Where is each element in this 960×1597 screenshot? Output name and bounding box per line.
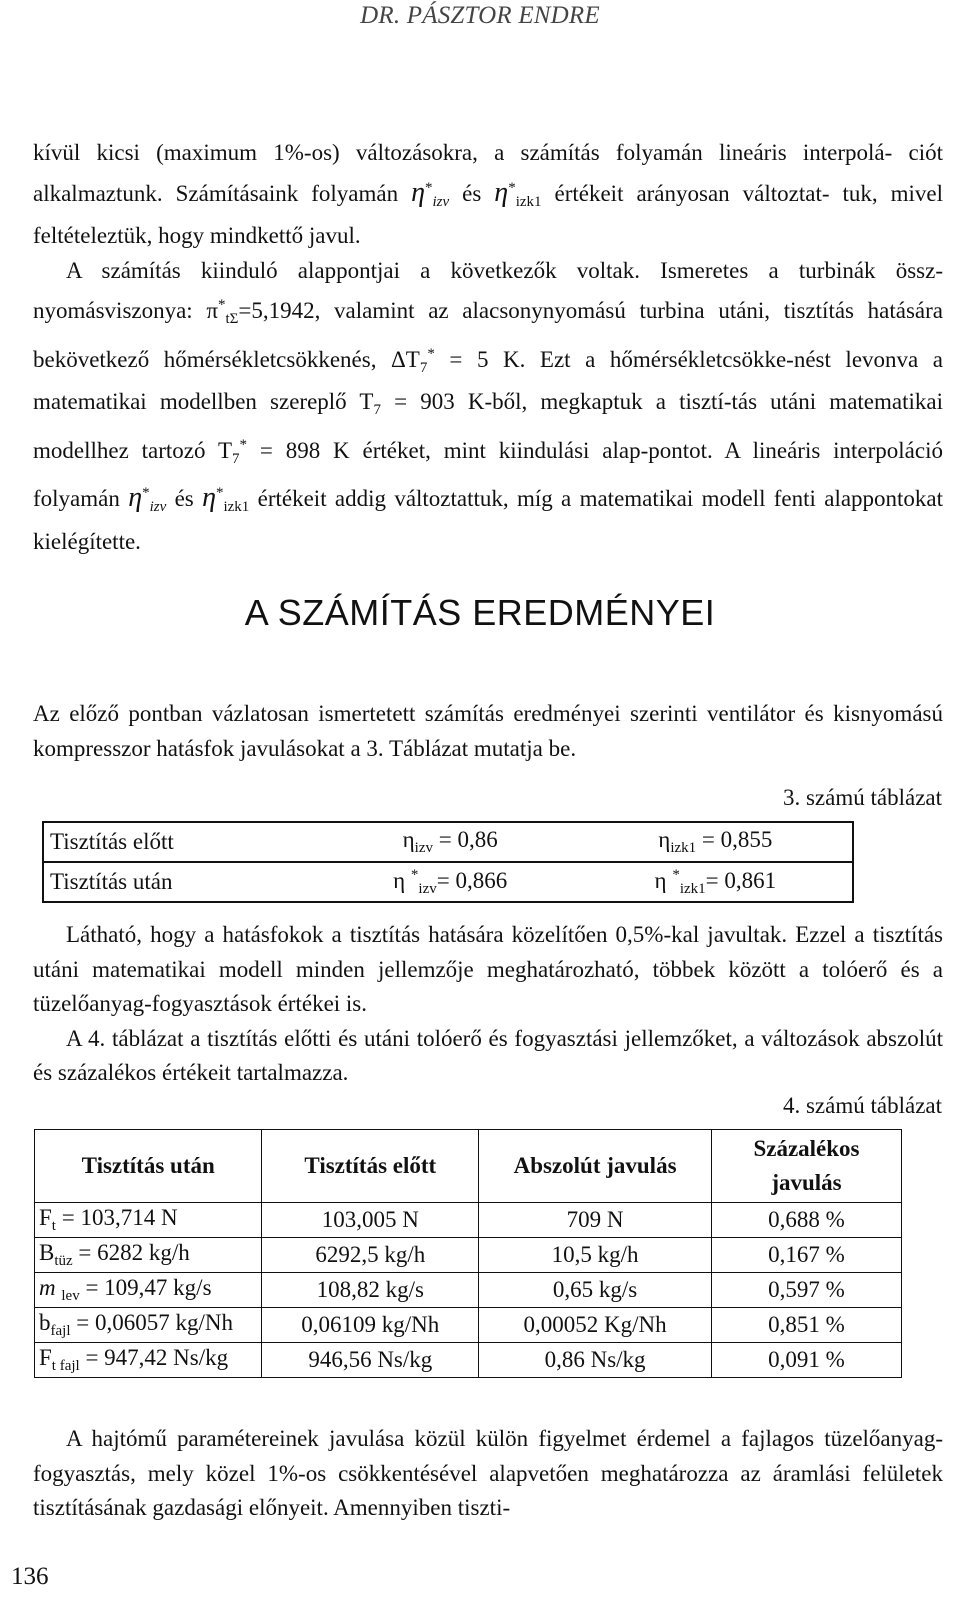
eta-value: = 0,861 (705, 867, 777, 893)
section-intro-text: Az előző pontban vázlatosan ismertetett számítás eredményei szerinti ventilátor és kisnyomású kompresszor hatásfok javulásokat a 3. Táblázat mutatja be. (33, 701, 943, 761)
running-header: DR. PÁSZTOR ENDRE (360, 2, 600, 29)
star-sup: * (215, 485, 224, 501)
row-sub: tüz (54, 1253, 73, 1269)
seven-sub: 7 (373, 402, 381, 418)
eta-value: = 0,855 (696, 827, 773, 852)
eta-value: = 0,866 (436, 867, 508, 893)
eta-value: = 0,86 (433, 827, 498, 852)
row-symbol: m (39, 1275, 56, 1300)
row-abs-value: 0,00052 Kg/Nh (479, 1308, 712, 1343)
star-sup: * (218, 297, 226, 313)
row-after: = 947,42 Ns/kg (79, 1345, 229, 1370)
row-pct-value: 0,167 % (711, 1238, 901, 1273)
table-row (35, 1343, 902, 1378)
row-symbol: B (39, 1240, 55, 1265)
baseline-paragraph (33, 254, 943, 560)
table4-caption: 4. számú táblázat (782, 1093, 942, 1118)
baseline-text-b: =5,1942, valamint az alacsonynyomású turbina utáni, tisztítás hatására bekövetkező hőmérsékletcsökkenés, ΔT (33, 298, 944, 372)
table-row (35, 1273, 902, 1308)
row-pct-value: 0,597 % (711, 1273, 901, 1308)
table3-eta-izv (322, 822, 579, 862)
eta-sub: izv (418, 880, 437, 897)
eta-sub: izv (414, 840, 433, 856)
table-row (43, 822, 853, 862)
eta-symbol: η (494, 176, 509, 208)
table-3 (42, 821, 854, 903)
star-sup: * (410, 866, 419, 883)
row-symbol: F (39, 1205, 52, 1230)
closing-text: A hajtómű paramétereinek javulása közül külön figyelmet érdemel a fajlagos tüzelőanyag-fogyasztás, mely közel 1%-os csökkentésével alapvetően meghatározza az áramlási felületek tisztításának gazdasági előnyeit. Amennyiben tiszti- (33, 1426, 943, 1520)
eta-sub: izk1 (679, 880, 706, 897)
eta-symbol: η (393, 867, 406, 893)
and-word: és (462, 180, 482, 206)
after-table3-paragraph-1: Látható, hogy a hatásfokok a tisztítás hatására közelítően 0,5%-kal javultak. Ezzel a tisztítás utáni matematikai modell minden jellemzője meghatározható, többek között a tolóerő és a tüzelőanyag-fogyasztások értékei is. (33, 922, 943, 1016)
table-row (35, 1238, 902, 1273)
eta-symbol: η (402, 827, 415, 852)
table-row (43, 862, 853, 902)
star-sup: * (142, 485, 150, 501)
izk1-sub: izk1 (223, 499, 250, 515)
table-4 (34, 1129, 902, 1378)
row-abs-value: 0,86 Ns/kg (479, 1343, 712, 1378)
row-abs-value: 10,5 kg/h (479, 1238, 712, 1273)
closing-paragraph (33, 1422, 943, 1526)
seven-sub: 7 (232, 450, 240, 467)
row-before-value: 6292,5 kg/h (262, 1238, 479, 1273)
row-symbol: F (39, 1345, 52, 1370)
section-intro (33, 697, 943, 766)
row-after-value (35, 1238, 262, 1273)
row-after-value (35, 1343, 262, 1378)
row-sub: t fajl (51, 1358, 80, 1374)
table3-caption: 3. számú táblázat (782, 785, 942, 810)
seven-sub: 7 (419, 359, 428, 376)
table-row (35, 1203, 902, 1238)
baseline-text-a: A számítás kiinduló alappontjai a következők voltak. Ismeretes a turbinák össz-nyomásviszonya: π (33, 257, 943, 323)
row-after: = 0,06057 kg/Nh (70, 1310, 233, 1335)
and-word: és (174, 486, 194, 511)
intro-text-block (33, 136, 943, 254)
baseline-text-d: = 903 K-ből, megkaptuk a tisztí-tás utáni matematikai modellhez tartozó T (33, 389, 943, 463)
page-number: 136 (11, 1563, 49, 1590)
row-before-value: 108,82 kg/s (262, 1273, 479, 1308)
row-after: = 103,714 N (55, 1205, 178, 1230)
table3-row-label: Tisztítás után (43, 862, 322, 902)
row-after-value (35, 1203, 262, 1238)
table3-eta-star-izv (322, 862, 579, 902)
intro-paragraph (33, 136, 943, 559)
row-symbol: b (39, 1310, 51, 1335)
row-pct-value: 0,091 % (711, 1343, 901, 1378)
row-before-value: 946,56 Ns/kg (262, 1343, 479, 1378)
eta-symbol: η (202, 482, 216, 513)
eta-symbol: η (654, 867, 667, 893)
col-header-before: Tisztítás előtt (262, 1130, 479, 1203)
izk1-sub: izk1 (515, 193, 542, 210)
star-sup: * (424, 179, 433, 196)
intro-line-1: kívül kicsi (maximum 1%-os) változásokra, a számítás folyamán lineáris interpolá- (33, 140, 893, 165)
t-sigma-sub: tΣ (225, 311, 239, 327)
row-sub: fajl (50, 1323, 71, 1339)
row-sub: lev (61, 1288, 80, 1304)
izv-sub: izv (149, 499, 167, 515)
intro-line-3: tuk, mivel feltételeztük, hogy mindkettő javul. (33, 180, 944, 248)
baseline-text-f: értékeit addig változtattuk, míg a matematikai modell fenti alappontokat kielégítette. (33, 486, 944, 554)
eta-symbol: η (128, 482, 143, 513)
table3-eta-izk1 (579, 822, 853, 862)
row-after-value (35, 1273, 262, 1308)
baseline-text-e: = 898 K értéket, mint kiindulási alap-pontot. A lineáris interpoláció folyamán (33, 437, 943, 511)
izv-sub: izv (432, 193, 450, 210)
star-sup: * (239, 436, 248, 453)
star-sup: * (508, 179, 516, 196)
eta-sub: izk1 (670, 840, 697, 856)
row-after: = 109,47 kg/s (79, 1275, 212, 1300)
eta-symbol: η (658, 827, 671, 852)
col-header-percent: Százalékos javulás (711, 1130, 901, 1203)
table3-row-label: Tisztítás előtt (43, 822, 322, 862)
col-header-after: Tisztítás után (35, 1130, 262, 1203)
star-sup: * (427, 345, 435, 362)
after-table3-paragraph-2: A 4. táblázat a tisztítás előtti és utáni tolóerő és fogyasztási jellemzőket, a változások abszolút és százalékos értékeit tartalmazza. (33, 1025, 943, 1085)
row-pct-value: 0,851 % (711, 1308, 901, 1343)
intro-line-2b: értékeit arányosan változtat- (554, 180, 830, 206)
row-abs-value: 0,65 kg/s (479, 1273, 712, 1308)
row-pct-value: 0,688 % (711, 1203, 901, 1238)
row-abs-value: 709 N (479, 1203, 712, 1238)
after-table3-text (33, 918, 943, 1091)
col-header-absolute: Abszolút javulás (479, 1130, 712, 1203)
star-sup: * (672, 866, 680, 883)
row-after: = 6282 kg/h (72, 1240, 190, 1265)
intro-line-2a: ciót alkalmaztunk. Számításaink folyamán (33, 140, 944, 206)
table3-eta-star-izk1 (579, 862, 853, 902)
row-before-value: 103,005 N (262, 1203, 479, 1238)
baseline-text-c: = 5 K. Ezt a hőmérsékletcsökke-nést levonva a matematikai modellben szereplő T (33, 346, 943, 414)
eta-symbol: η (411, 176, 425, 208)
row-after-value (35, 1308, 262, 1343)
row-sub: t (51, 1218, 56, 1234)
row-before-value: 0,06109 kg/Nh (262, 1308, 479, 1343)
table-row (35, 1308, 902, 1343)
section-title: A SZÁMÍTÁS EREDMÉNYEI (244, 592, 716, 633)
table-header-row (35, 1130, 902, 1203)
